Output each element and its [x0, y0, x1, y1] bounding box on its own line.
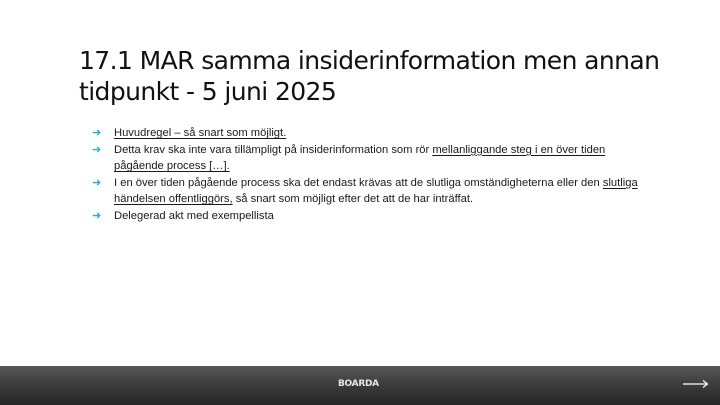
boarda-logo: BOARDA: [338, 379, 379, 389]
next-arrow-icon[interactable]: [682, 376, 710, 392]
bullet-item: [92, 142, 652, 175]
bullet-list: [92, 125, 652, 225]
arrow-right-icon: ➜: [92, 209, 102, 222]
bullet-text: Huvudregel – så snart som möjligt.: [114, 127, 287, 139]
arrow-right-icon: ➜: [92, 127, 102, 139]
footer-bar: [0, 366, 720, 405]
bullet-text: så snart som möjligt efter det att de har inträffat.: [232, 193, 474, 206]
arrow-right-icon: ➜: [92, 176, 102, 189]
slide-title: 17.1 MAR samma insiderinformation men annan tidpunkt - 5 juni 2025: [79, 46, 660, 106]
bullet-item: [92, 208, 652, 225]
arrow-right-icon: ➜: [92, 143, 102, 156]
bullet-item: [92, 125, 652, 142]
bullet-text-underlined: mellanliggande steg i en över tiden pågående process […].: [114, 143, 606, 173]
bullet-item: [92, 175, 652, 208]
bullet-text: Detta krav ska inte vara tillämpligt på insiderinformation som rör: [114, 143, 433, 156]
bullet-text: Delegerad akt med exempellista: [114, 209, 274, 222]
bullet-text-underlined: slutliga händelsen offentliggörs,: [114, 176, 638, 206]
bullet-text: I en över tiden pågående process ska det endast krävas att de slutliga omständigheterna eller den: [114, 176, 603, 189]
